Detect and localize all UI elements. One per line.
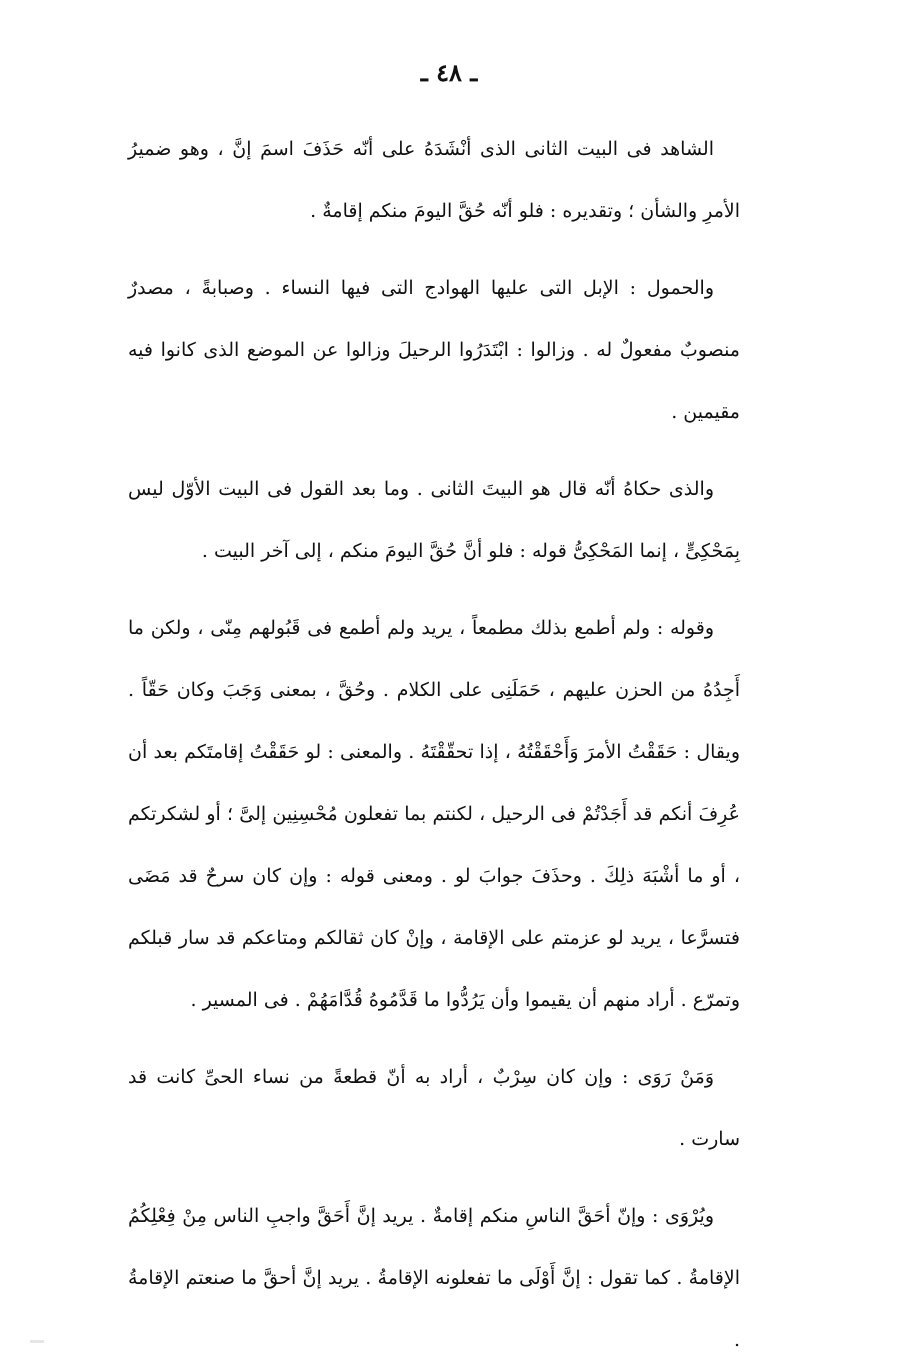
paragraph-4: وقوله : ولم أطمع بذلك مطمعاً ، يريد ولم أطمع فى قَبُولهم مِنّى ، ولكن ما أَجِدُهُ من الحزن عليهم ، حَمَلَنِى على الكلام . وحُقَّ ، بمعنى وَجَبَ وكان حَقّاً . ويقال : حَقَقْتُ الأمرَ وَأَحْقَقْتُهُ ، إذا تحقّقْتَهُ . والمعنى : لو حَقَقْتُ إقامتَكم بعد أن عُرِفَ أنكم قد أَجَدْتُمْ فى الرحيل ، لكنتم بما تفعلون مُحْسِنِين إلىَّ ؛ أو لشكرتكم ، أو ما أشْبَهَ ذلِكَ . وحذَفَ جوابَ لو . ومعنى قوله : وإن كان سرحٌ قد مَضَى فتسرَّعا ، يريد لو عزمتم على الإقامة ، وإنْ كان ثقالكم ومتاعكم قد سار قبلكم وتمرّع . أراد منهم أن يقيموا وأن يَرُدُّوا ما قَدَّمُوهُ قُدَّامَهُمْ . فى المسير .	[128, 617, 740, 1011]
scan-mark	[30, 1340, 44, 1343]
page-number: ـ ٤٨ ـ	[420, 58, 478, 87]
paragraph-5: وَمَنْ رَوَى : وإن كان سِرْبٌ ، أراد به أنّ قطعةً من نساء الحىِّ كانت قد سارت .	[128, 1066, 740, 1150]
paragraph-1: الشاهد فى البيت الثانى الذى أنْشَدَهُ على أنّه حَذَفَ اسمَ إنَّ ، وهو ضميرُ الأمرِ والشأن ؛ وتقديره : فلو أنّه حُقَّ اليومَ منكم إقامةٌ .	[128, 138, 740, 222]
paragraph-2: والحمول : الإبل التى عليها الهوادج التى فيها النساء . وصبابةً ، مصدرٌ منصوبٌ مفعولٌ له . وزالوا : ابْتَدَرُوا الرحيلَ وزالوا عن الموضع الذى كانوا فيه مقيمين .	[128, 277, 740, 423]
paragraph-6: ويُرْوَى : وإنّ أحَقَّ الناسِ منكم إقامةٌ . يريد إنَّ أَحَقَّ واجبِ الناس مِنْ فِعْلِكُمُ الإقامةُ . كما تقول : إنَّ أَوْلَى ما تفعلونه الإقامةُ . يريد إنَّ أحقَّ ما صنعتم الإقامةُ .	[128, 1205, 740, 1351]
paragraph-3: والذى حكاهُ أنّه قال هو البيتَ الثانى . وما بعد القول فى البيت الأوّل ليس بِمَحْكِىٍّ ، إنما المَحْكِىُّ قوله : فلو أنَّ حُقَّ اليومَ منكم ، إلى آخر البيت .	[128, 478, 740, 562]
body-text	[128, 118, 740, 1361]
